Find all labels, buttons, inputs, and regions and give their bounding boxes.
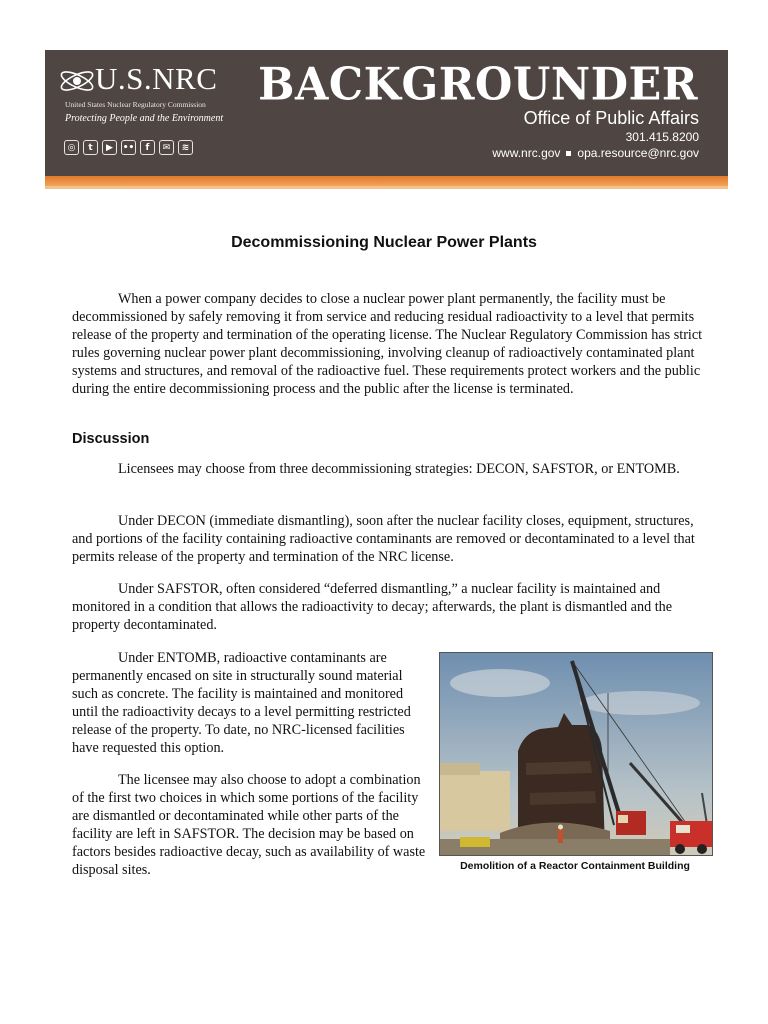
email-icon[interactable]: ✉ <box>159 140 174 155</box>
orange-accent-bar-light <box>45 186 728 189</box>
flickr-icon[interactable]: •• <box>121 140 136 155</box>
twitter-icon[interactable]: t <box>83 140 98 155</box>
decon-paragraph: Under DECON (immediate dismantling), soon after the nuclear facility closes, equipment, structures, and portions of the facility containing radioactive contaminants are removed or decontaminated to a level that permits release of the property and termination of the NRC license. <box>72 513 695 565</box>
intro-paragraph: When a power company decides to close a nuclear power plant permanently, the facility must be decommissioned by safely removing it from service and reducing residual radioactivity to a level that permits release of the property and termination of the operating license. The Nuclear Regulatory Commission has strict rules governing nuclear power plant decommissioning, involving cleanup of radioactively contaminated plant systems and structures, and removal of the radioactive fuel. These requirements protect workers and the public during the entire decommissioning process and the public after the license is terminated. <box>72 291 703 397</box>
demolition-photo-illustration <box>440 653 712 855</box>
agency-name: United States Nuclear Regulatory Commission <box>65 100 206 109</box>
facebook-icon[interactable]: f <box>140 140 155 155</box>
entomb-paragraph-block <box>72 649 428 757</box>
photo-caption: Demolition of a Reactor Containment Building <box>460 860 690 872</box>
website-link[interactable]: www.nrc.gov <box>492 146 561 160</box>
phone-number: 301.415.8200 <box>625 130 699 144</box>
strategies-paragraph-block <box>72 460 704 478</box>
strategies-paragraph: Licensees may choose from three decommissioning strategies: DECON, SAFSTOR, or ENTOMB. <box>118 461 680 477</box>
document-title: Decommissioning Nuclear Power Plants <box>231 234 537 251</box>
social-icons <box>64 140 193 155</box>
rss-feed-icon[interactable]: ≋ <box>178 140 193 155</box>
entomb-paragraph: Under ENTOMB, radioactive contaminants are permanently encased on site in structurally sound material such as concrete. The facility is maintained and monitored until the radioactivity decays to a level permitting restricted release of the property. To date, no NRC-licensed facilities have requested this option. <box>72 650 411 756</box>
reactor-demolition-photo <box>439 652 713 856</box>
atom-logo-icon <box>58 64 96 98</box>
decon-paragraph-block <box>72 512 704 566</box>
orange-accent-bar <box>45 176 728 186</box>
office-name: Office of Public Affairs <box>523 108 699 128</box>
backgrounder-title: BACKGROUNDER <box>258 58 698 112</box>
email-link[interactable]: opa.resource@nrc.gov <box>577 146 699 160</box>
contact-links <box>492 146 699 160</box>
intro-paragraph-block <box>72 290 704 398</box>
nrc-logo-text[interactable]: U.S.NRC <box>95 61 218 96</box>
combination-paragraph: The licensee may also choose to adopt a combination of the first two choices in which some portions of the facility are dismantled or decontaminated while other parts of the facility are left in SAFSTOR. The decision may be based on factors besides radioactive decay, such as availability of waste disposal sites. <box>72 772 426 878</box>
youtube-icon[interactable]: ▶ <box>102 140 117 155</box>
discussion-heading: Discussion <box>72 431 150 447</box>
combination-paragraph-block <box>72 771 428 879</box>
header-banner <box>45 50 728 176</box>
separator-square-icon <box>566 151 571 156</box>
agency-tagline: Protecting People and the Environment <box>65 113 224 124</box>
safstor-paragraph-block <box>72 580 704 634</box>
rss-globe-icon[interactable]: ◎ <box>64 140 79 155</box>
safstor-paragraph: Under SAFSTOR, often considered “deferred dismantling,” a nuclear facility is maintained and monitored in a condition that allows the radioactivity to decay; afterwards, the plant is dismantled and the property decontaminated. <box>72 581 673 633</box>
